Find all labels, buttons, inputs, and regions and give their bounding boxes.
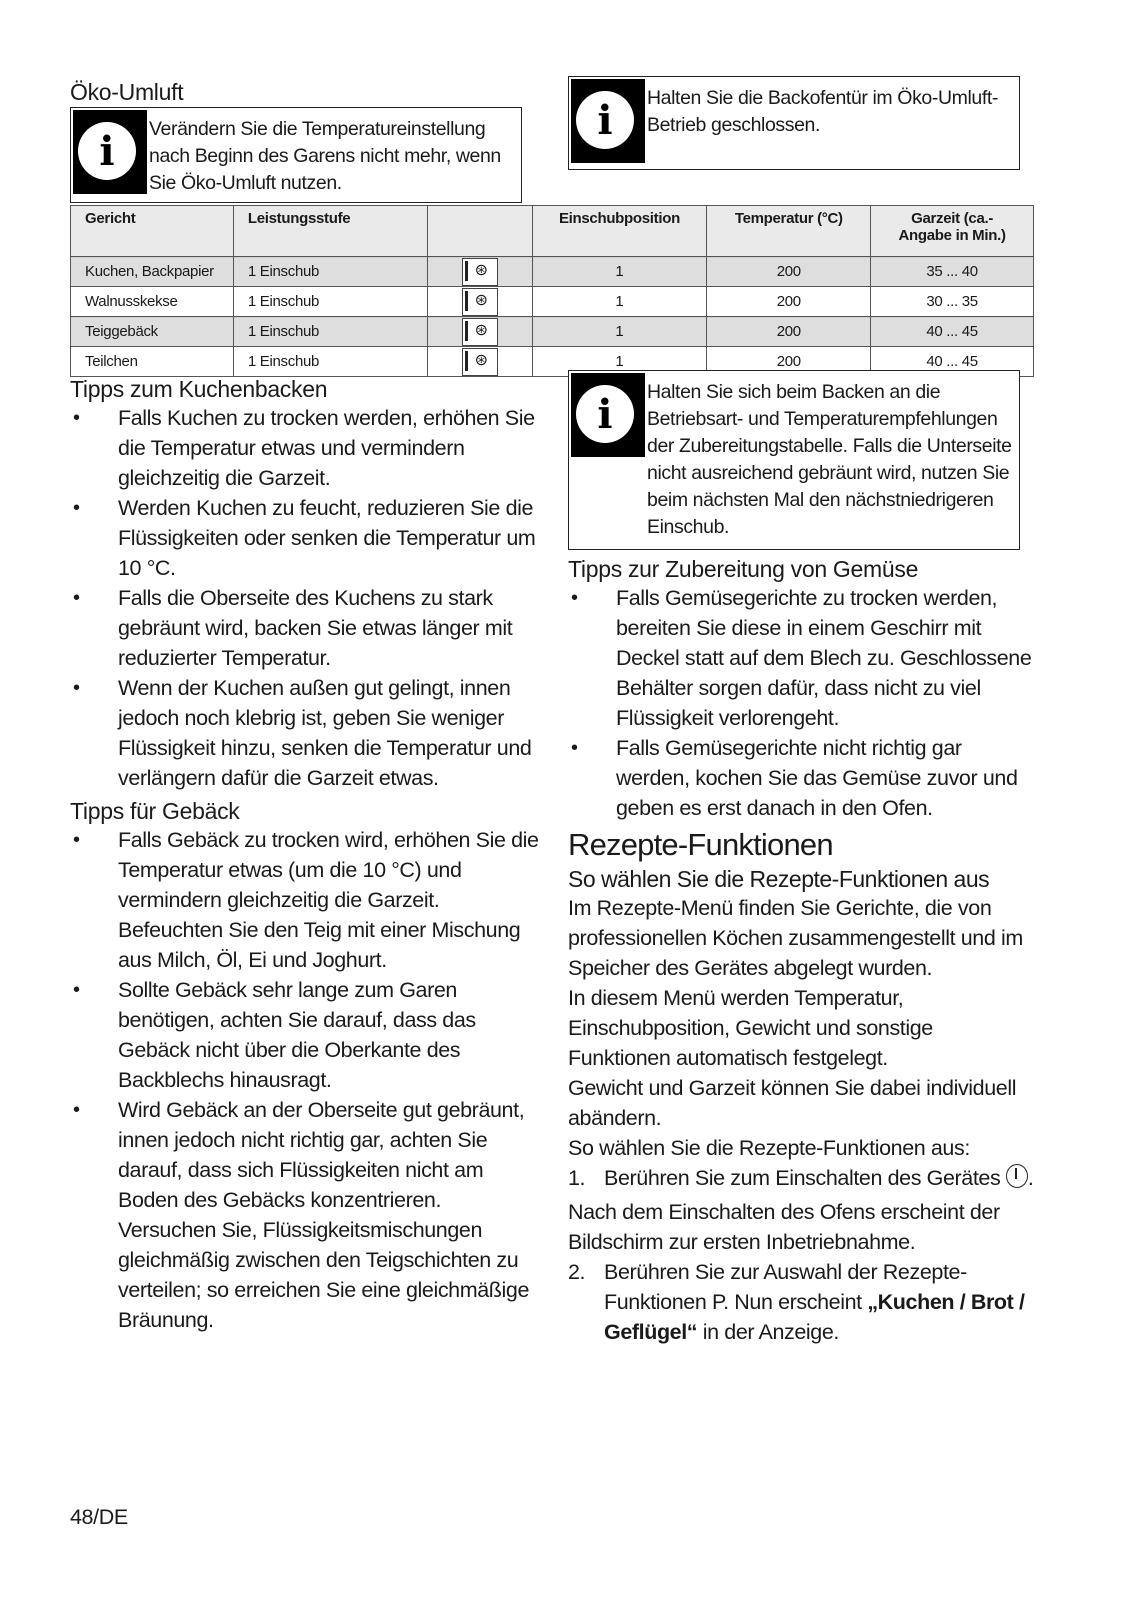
cell-temperature: 200: [707, 347, 871, 377]
section-heading-cake-tips: Tipps zum Kuchenbacken: [70, 376, 328, 402]
header-temperature: Temperatur (°C): [707, 206, 871, 257]
power-icon: [1006, 1164, 1028, 1188]
cell-mode: [427, 347, 532, 377]
cell-mode: [427, 257, 532, 287]
cell-dish: Teilchen: [71, 347, 234, 377]
recipe-step: [568, 1257, 1038, 1347]
list-item: • Falls Kuchen zu trocken werden, erhöhen Sie die Temperatur etwas und vermindern gleichzeitig die Garzeit.: [70, 403, 540, 493]
cell-dish: Kuchen, Backpapier: [71, 257, 234, 287]
list-item: • Falls Gebäck zu trocken wird, erhöhen Sie die Temperatur etwas (um die 10 °C) und vermindern gleichzeitig die Garzeit. Befeuchten Sie den Teig mit einer Mischung aus Milch, Öl, Ei und Joghurt.: [70, 825, 540, 975]
display-text: „Kuchen / Brot / Geflügel“: [604, 1290, 1025, 1344]
cell-mode: [427, 287, 532, 317]
recipe-step: [568, 1163, 1038, 1193]
list-item: • Wenn der Kuchen außen gut gelingt, innen jedoch noch klebrig ist, geben Sie weniger Flüssigkeit hinzu, senken die Temperatur und verlängern dafür die Garzeit etwas.: [70, 673, 540, 793]
cell-mode: [427, 317, 532, 347]
recipe-steps: [568, 1257, 1038, 1347]
cell-level: 1 Einschub: [233, 347, 427, 377]
step-text-end: .: [1027, 1166, 1034, 1190]
step-text-mid: . Nun erscheint: [723, 1290, 862, 1314]
list-item: • Falls die Oberseite des Kuchens zu stark gebräunt wird, backen Sie etwas länger mit reduzierter Temperatur.: [70, 583, 540, 673]
header-mode: [427, 206, 532, 257]
list-item: • Wird Gebäck an der Oberseite gut gebräunt, innen jedoch nicht richtig gar, achten Sie darauf, dass sich Flüssigkeiten nicht am Boden des Gebäcks konzentrieren. Versuchen Sie, Flüssigkeitsmischungen gleichmäßig zwischen den Teigschichten zu verteilen; so erreichen Sie eine gleichmäßige Bräunung.: [70, 1095, 540, 1335]
cake-tips-list: [70, 403, 540, 793]
section-heading-veg-tips: Tipps zur Zubereitung von Gemüse: [568, 556, 919, 582]
cell-dish: Teiggebäck: [71, 317, 234, 347]
cell-position: 1: [532, 257, 707, 287]
cell-time: 40 ... 45: [871, 317, 1034, 347]
table-row: [71, 287, 1034, 317]
list-item: • Sollte Gebäck sehr lange zum Garen benötigen, achten Sie darauf, dass das Gebäck nicht über die Oberkante des Backblechs hinausragt.: [70, 975, 540, 1095]
section-heading-recipe-functions: Rezepte-Funktionen: [568, 827, 833, 862]
cell-level: 1 Einschub: [233, 317, 427, 347]
table-row: [71, 317, 1034, 347]
header-level: Leistungsstufe: [233, 206, 427, 257]
cell-position: 1: [532, 347, 707, 377]
fan-mode-icon: ⊛: [462, 258, 498, 286]
info-box-door-closed: [568, 76, 1020, 170]
info-box-temperature: [70, 107, 522, 203]
cell-temperature: 200: [707, 317, 871, 347]
list-item: • Werden Kuchen zu feucht, reduzieren Sie die Flüssigkeiten oder senken die Temperatur um 10 °C.: [70, 493, 540, 583]
info-icon: i: [571, 79, 645, 163]
recipe-body: [568, 893, 1038, 1347]
cell-time: 40 ... 45: [871, 347, 1034, 377]
info-icon: i: [571, 373, 645, 457]
right-column: [568, 555, 1038, 1347]
recipe-steps: [568, 1163, 1038, 1193]
fan-mode-icon: ⊛: [462, 348, 498, 376]
veg-tips-list: [568, 583, 1038, 823]
step-text: Berühren Sie zum Einschalten des Gerätes: [604, 1166, 1001, 1190]
cell-temperature: 200: [707, 287, 871, 317]
recipe-paragraph: Nach dem Einschalten des Ofens erscheint der Bildschirm zur ersten Inbetriebnahme.: [568, 1200, 1000, 1254]
recipe-paragraph: Im Rezepte-Menü finden Sie Gerichte, die von professionellen Köchen zusammengestellt und im Speicher des Gerätes abgelegt wurden.: [568, 896, 1023, 980]
info-box-text: Verändern Sie die Temperatureinstellung nach Beginn des Garens nicht mehr, wenn Sie Öko-Umluft nutzen.: [149, 118, 501, 194]
left-column: [70, 375, 540, 1335]
cell-position: 1: [532, 317, 707, 347]
recipe-symbol-icon: P: [711, 1290, 724, 1314]
step-text: Berühren Sie zur Auswahl der Rezepte-Funktionen: [604, 1260, 967, 1314]
section-heading-pastry-tips: Tipps für Gebäck: [70, 798, 240, 824]
section-heading-oeko-umluft: Öko-Umluft: [70, 79, 184, 105]
table-row: [71, 257, 1034, 287]
cell-dish: Walnusskekse: [71, 287, 234, 317]
header-position: Einschubposition: [532, 206, 707, 257]
fan-mode-icon: ⊛: [462, 288, 498, 316]
step-number: 1.: [568, 1166, 586, 1190]
recipe-paragraph: In diesem Menü werden Temperatur, Einschubposition, Gewicht und sonstige Funktionen automatisch festgelegt.: [568, 986, 933, 1070]
info-box-baking-recommendations: [568, 370, 1020, 550]
info-box-text: Halten Sie die Backofentür im Öko-Umluft-Betrieb geschlossen.: [647, 87, 998, 136]
cell-level: 1 Einschub: [233, 287, 427, 317]
page-number: 48/DE: [70, 1505, 128, 1529]
info-icon: i: [73, 110, 147, 194]
cell-time: 35 ... 40: [871, 257, 1034, 287]
list-item: • Falls Gemüsegerichte nicht richtig gar werden, kochen Sie das Gemüse zuvor und geben es erst danach in den Ofen.: [568, 733, 1038, 823]
cooking-table: [70, 205, 1034, 377]
info-box-text: Halten Sie sich beim Backen an die Betriebsart- und Temperaturempfehlungen der Zubereitungstabelle. Falls die Unterseite nicht ausreichend gebräunt wird, nutzen Sie beim nächsten Mal den nächstniedrigeren Einschub.: [647, 381, 1012, 538]
subheading-select-recipe: So wählen Sie die Rezepte-Funktionen aus: [568, 866, 990, 892]
cell-position: 1: [532, 287, 707, 317]
header-dish: Gericht: [71, 206, 234, 257]
step-text-end: in der Anzeige.: [702, 1320, 839, 1344]
cell-level: 1 Einschub: [233, 257, 427, 287]
cell-temperature: 200: [707, 257, 871, 287]
recipe-paragraph: Gewicht und Garzeit können Sie dabei individuell abändern.: [568, 1076, 1017, 1130]
recipe-paragraph: So wählen Sie die Rezepte-Funktionen aus:: [568, 1136, 970, 1160]
pastry-tips-list: [70, 825, 540, 1335]
fan-mode-icon: ⊛: [462, 318, 498, 346]
step-number: 2.: [568, 1260, 586, 1284]
table-header-row: [71, 206, 1034, 257]
cell-time: 30 ... 35: [871, 287, 1034, 317]
list-item: • Falls Gemüsegerichte zu trocken werden, bereiten Sie diese in einem Geschirr mit Deckel statt auf dem Blech zu. Geschlossene Behälter sorgen dafür, dass nicht zu viel Flüssigkeit verlorengeht.: [568, 583, 1038, 733]
header-time: Garzeit (ca.- Angabe in Min.): [871, 206, 1034, 257]
